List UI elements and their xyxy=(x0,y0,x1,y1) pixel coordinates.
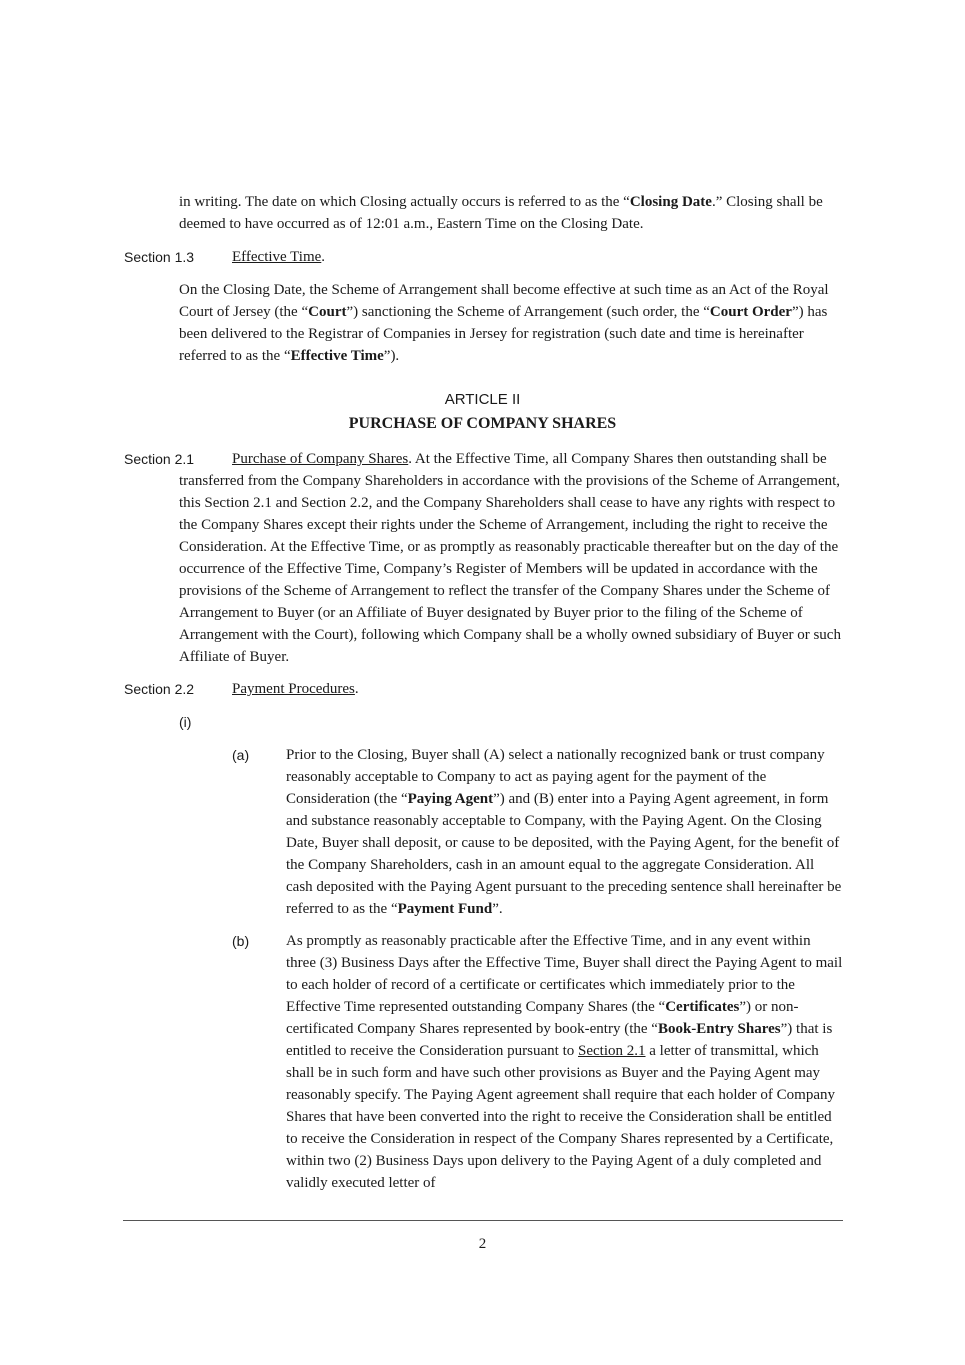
article-title: PURCHASE OF COMPANY SHARES xyxy=(348,415,617,432)
defined-term: Certificates xyxy=(665,999,740,1015)
defined-term: Book-Entry Shares xyxy=(657,1021,781,1037)
defined-term: Effective Time xyxy=(290,348,384,364)
section-number: Section 2.1 xyxy=(124,451,195,467)
footer-divider xyxy=(123,1220,843,1221)
section-number: Section 2.2 xyxy=(124,681,195,697)
subsection-label: (i) xyxy=(179,714,192,730)
section-paragraph: Purchase of Company Shares. At the Effective Time, all Company Shares then outstanding shall be transferred from the Company Shareholders in accordance with the provisions of the Scheme of Arrangement, this Section 2.1 and Section 2.2, and the Company Shareholders shall cease to have any rights with respect to the Company Shares except their rights under the Scheme of Arrangement, including the right to receive the Consideration. At the Effective Time, or as promptly as reasonably practicable thereafter but on the day of the occurrence of the Effective Time, Company’s Register of Members will be updated in accordance with the provisions of the Scheme of Arrangement to reflect the transfer of the Company Shares under the Scheme of Arrangement to Buyer (or an Affiliate of Buyer designated by Buyer prior to the filing of the Scheme of Arrangement with the Court), following which Company shall be a wholly owned subsidiary of Buyer or such Affiliate of Buyer. xyxy=(179,451,841,665)
clause-label: (b) xyxy=(232,933,250,949)
defined-term: Paying Agent xyxy=(407,791,494,807)
section-cross-reference[interactable]: Section 2.1 xyxy=(578,1043,646,1059)
clause-label: (a) xyxy=(232,747,250,763)
defined-term: Court Order xyxy=(709,304,792,320)
clause-paragraph: As promptly as reasonably practicable after the Effective Time, and in any event within three (3) Business Days after the Effective Time, Buyer shall direct the Paying Agent to mail to each holder of record of a certificate or certificates which immediately prior to the Effective Time represented outstanding Company Shares (the “Certificates”) or non-certificated Company Shares represented by book-entry (the “Book-Entry Shares”) that is entitled to receive the Consideration pursuant to Section 2.1 a letter of transmittal, which shall be in such form and have such other provisions as Buyer and the Paying Agent may reasonably specify. The Paying Agent agreement shall require that each holder of Company Shares that have been converted into the right to receive the Consideration shall be entitled to receive the Consideration in respect of the Company Shares represented by a Certificate, within two (2) Business Days upon delivery to the Paying Agent of a duly completed and validly executed letter of xyxy=(286,933,843,1191)
section-number: Section 1.3 xyxy=(124,249,195,265)
section-paragraph: On the Closing Date, the Scheme of Arrangement shall become effective at such time as an Act of the Royal Court of Jersey (the “Court”) sanctioning the Scheme of Arrangement (such order, the “Court Order”) has been delivered to the Registrar of Companies in Jersey for registration (such date and time is hereinafter referred to as the “Effective Time”). xyxy=(179,282,829,364)
defined-term: Court xyxy=(308,304,347,320)
section-title: Effective Time xyxy=(232,249,322,265)
intro-paragraph: in writing. The date on which Closing actually occurs is referred to as the “Closing Date.” Closing shall be deemed to have occurred as of 12:01 a.m., Eastern Time on the Closing Date. xyxy=(179,194,823,232)
defined-term: Closing Date xyxy=(629,194,712,210)
defined-term: Payment Fund xyxy=(397,901,493,917)
section-title: Payment Procedures xyxy=(232,681,355,697)
page-number: 2 xyxy=(478,1236,487,1252)
clause-paragraph: Prior to the Closing, Buyer shall (A) select a nationally recognized bank or trust company reasonably acceptable to Company to act as paying agent for the payment of the Consideration (the “Paying Agent”) and (B) enter into a Paying Agent agreement, in form and substance reasonably acceptable to Company, with the Paying Agent. On the Closing Date, Buyer shall deposit, or cause to be deposited, with the Paying Agent, for the benefit of the Company Shareholders, cash in an amount equal to the aggregate Consideration. All cash deposited with the Paying Agent pursuant to the preceding sentence shall hereinafter be referred to as the “Payment Fund”. xyxy=(286,747,842,917)
section-heading: Payment Procedures. xyxy=(232,681,359,697)
section-title: Purchase of Company Shares xyxy=(232,451,409,467)
article-number: ARTICLE II xyxy=(444,391,521,408)
section-heading: Effective Time. xyxy=(232,249,326,265)
